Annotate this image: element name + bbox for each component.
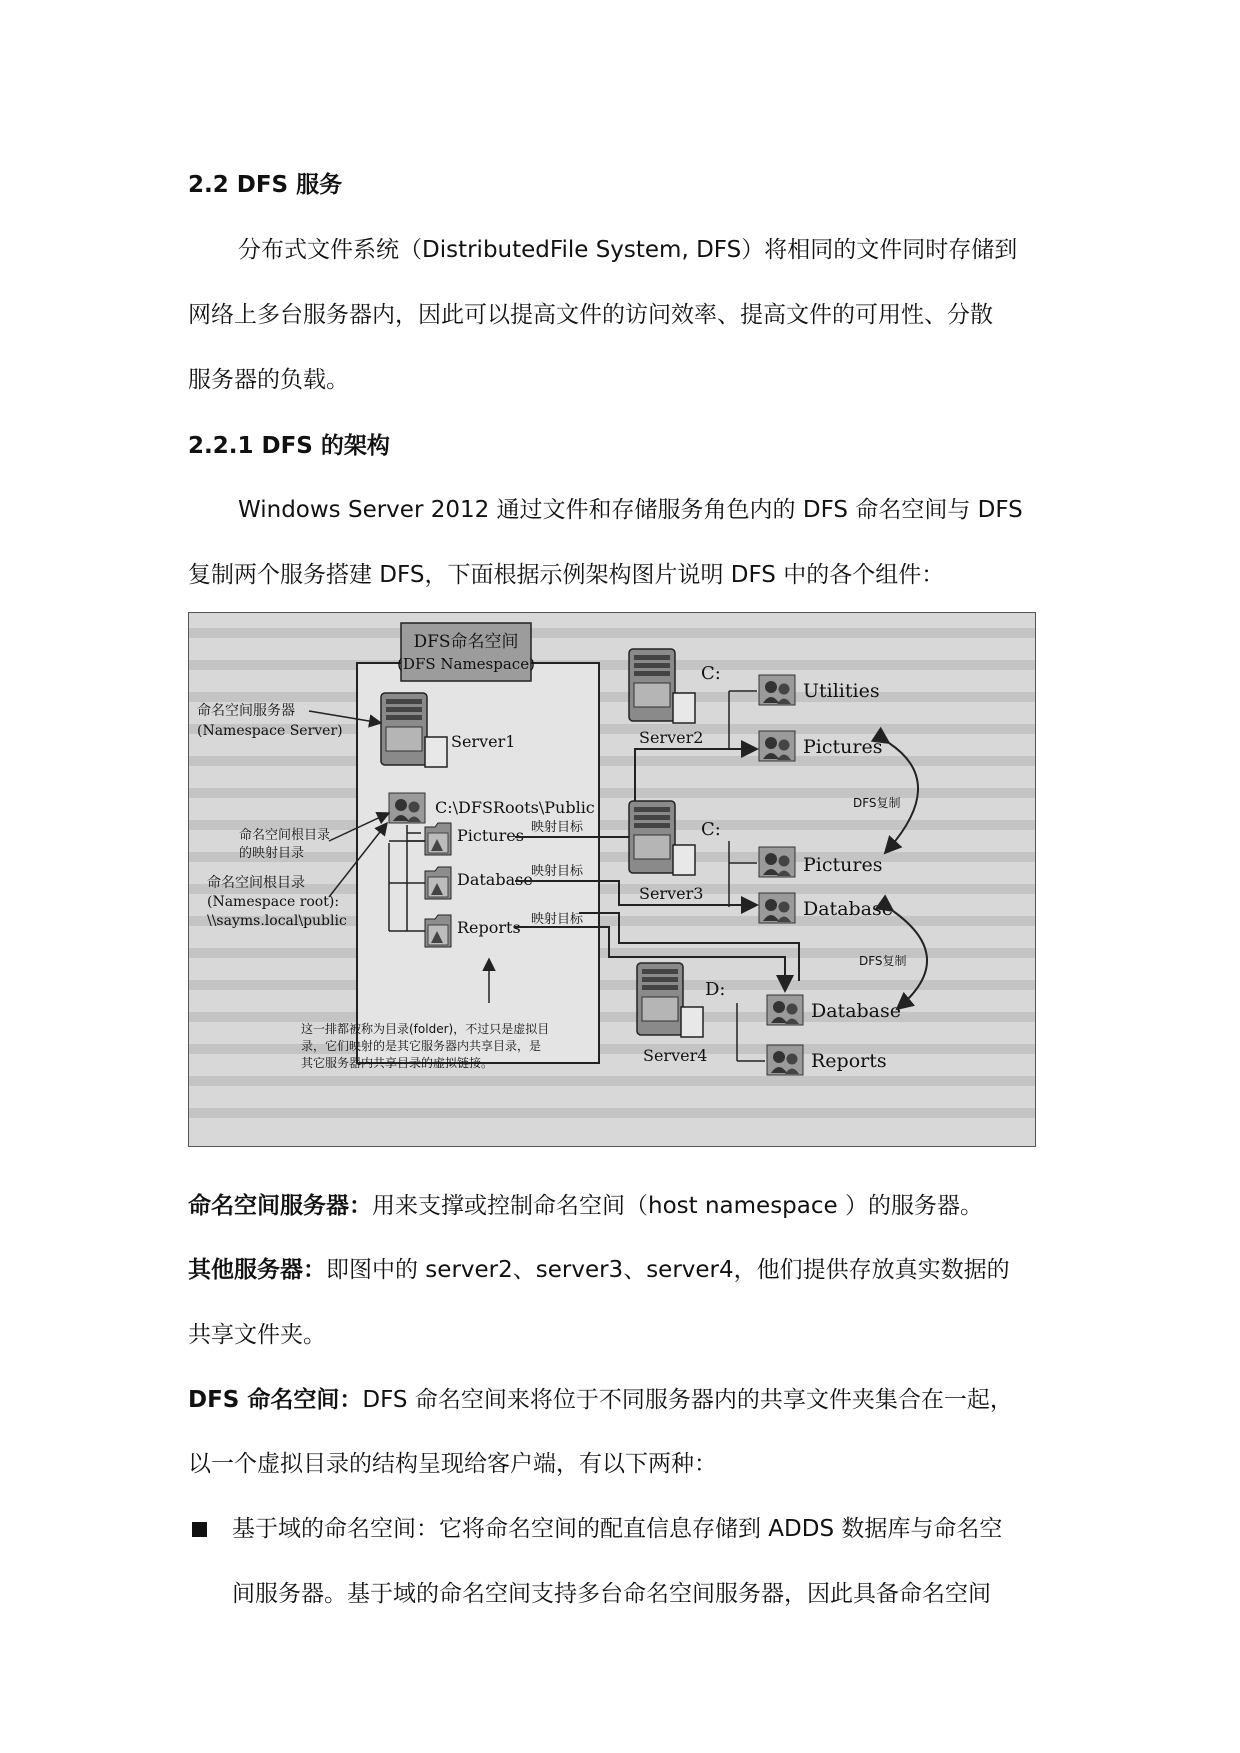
s3-pictures-share-icon xyxy=(759,847,795,877)
note-line1: 这一排都被称为目录(folder)，不过只是虚拟目 xyxy=(301,1022,550,1036)
server3-drive-label: C: xyxy=(701,819,721,840)
s3-database-share-icon xyxy=(759,893,795,923)
bullet-domain-namespace-line1: 基于域的命名空间：它将命名空间的配直信息存储到 ADDS 数据库与命名空 xyxy=(232,1516,1003,1542)
note-line3: 其它服务器内共享目录的虚拟链接。 xyxy=(301,1056,494,1070)
s2-pictures-share-icon xyxy=(759,731,795,761)
dfs-replication-label-2: DFS复制 xyxy=(859,954,907,968)
bullet-domain-namespace-line2: 间服务器。基于域的命名空间支持多台命名空间服务器，因此具备命名空间 xyxy=(232,1581,991,1607)
s2-utilities-label: Utilities xyxy=(803,680,880,702)
map-target-label-pictures: 映射目标 xyxy=(531,820,584,835)
definition-term-namespace-server: 命名空间服务器： xyxy=(188,1193,372,1219)
namespace-title-en: (DFS Namespace) xyxy=(397,655,535,673)
root-share-icon xyxy=(389,793,425,823)
namespace-server-label-cn: 命名空间服务器 xyxy=(197,703,295,719)
definition-namespace-server xyxy=(188,1191,1058,1221)
dfs-replication-label-1: DFS复制 xyxy=(853,796,901,810)
folder-database-icon xyxy=(425,867,451,899)
s4-database-share-icon xyxy=(767,995,803,1025)
paragraph-dfs-intro-line3: 服务器的负载。 xyxy=(188,367,349,393)
paragraph-dfs-intro-line2: 网络上多台服务器内，因此可以提高文件的访问效率、提高文件的可用性、分散 xyxy=(188,302,993,328)
namespace-root-label-en2: \\sayms.local\public xyxy=(207,913,347,929)
bullet-square-icon xyxy=(192,1522,207,1537)
dfs-architecture-diagram xyxy=(189,613,1035,1146)
server2-label: Server2 xyxy=(639,728,704,747)
namespace-server-label-en: (Namespace Server) xyxy=(197,723,343,739)
section-heading-2-2: 2.2 DFS 服务 xyxy=(188,172,343,198)
namespace-root-label-cn: 命名空间根目录 xyxy=(207,875,305,891)
definition-text-dfs-namespace-line2: 以一个虚拟目录的结构呈现给客户端，有以下两种： xyxy=(188,1451,717,1477)
namespace-root-label-en1: (Namespace root): xyxy=(207,894,340,910)
root-map-label-line1: 命名空间根目录 xyxy=(239,828,331,843)
root-map-label-line2: 的映射目录 xyxy=(239,846,305,861)
folder-pictures-label: Pictures xyxy=(457,826,524,845)
dfs-architecture-figure xyxy=(188,612,1036,1147)
definition-term-dfs-namespace: DFS 命名空间： xyxy=(188,1387,363,1413)
definition-other-servers xyxy=(188,1255,1058,1285)
server4-drive-label: D: xyxy=(705,979,726,1000)
note-line2: 录，它们映射的是其它服务器内共享目录，是 xyxy=(301,1039,542,1053)
definition-text-other-servers-line2: 共享文件夹。 xyxy=(188,1322,326,1348)
root-path-label: C:\DFSRoots\Public xyxy=(435,798,595,817)
map-target-label-reports: 映射目标 xyxy=(531,912,584,927)
paragraph-dfs-intro-line1: 分布式文件系统（DistributedFile System, DFS）将相同的文件同时存储到 xyxy=(238,237,1018,263)
folder-reports-label: Reports xyxy=(457,918,521,937)
definition-text-namespace-server: 用来支撑或控制命名空间（host namespace ）的服务器。 xyxy=(372,1193,983,1219)
definition-dfs-namespace xyxy=(188,1385,1058,1415)
s4-reports-label: Reports xyxy=(811,1050,887,1072)
server3-label: Server3 xyxy=(639,884,704,903)
server1-label: Server1 xyxy=(451,732,516,751)
definition-text-dfs-namespace-line1: DFS 命名空间来将位于不同服务器内的共享文件夹集合在一起， xyxy=(362,1387,1013,1413)
s2-pictures-label: Pictures xyxy=(803,736,883,758)
folder-reports-icon xyxy=(425,915,451,947)
server2-drive-label: C: xyxy=(701,663,721,684)
s4-database-label: Database xyxy=(811,1000,902,1022)
folder-pictures-icon xyxy=(425,823,451,855)
definition-text-other-servers-line1: 即图中的 server2、server3、server4，他们提供存放真实数据的 xyxy=(326,1257,1010,1283)
paragraph-architecture-line2: 复制两个服务搭建 DFS，下面根据示例架构图片说明 DFS 中的各个组件： xyxy=(188,562,945,588)
server4-label: Server4 xyxy=(643,1046,708,1065)
paragraph-architecture-line1: Windows Server 2012 通过文件和存储服务角色内的 DFS 命名空间与 DFS xyxy=(238,497,1023,523)
folder-database-label: Database xyxy=(457,870,533,889)
namespace-title-cn: DFS命名空间 xyxy=(413,632,519,652)
s3-pictures-label: Pictures xyxy=(803,854,883,876)
section-heading-2-2-1: 2.2.1 DFS 的架构 xyxy=(188,433,390,459)
definition-term-other-servers: 其他服务器： xyxy=(188,1257,326,1283)
s2-utilities-share-icon xyxy=(759,675,795,705)
map-target-label-database: 映射目标 xyxy=(531,864,584,879)
s3-database-label: Database xyxy=(803,898,894,920)
s4-reports-share-icon xyxy=(767,1045,803,1075)
